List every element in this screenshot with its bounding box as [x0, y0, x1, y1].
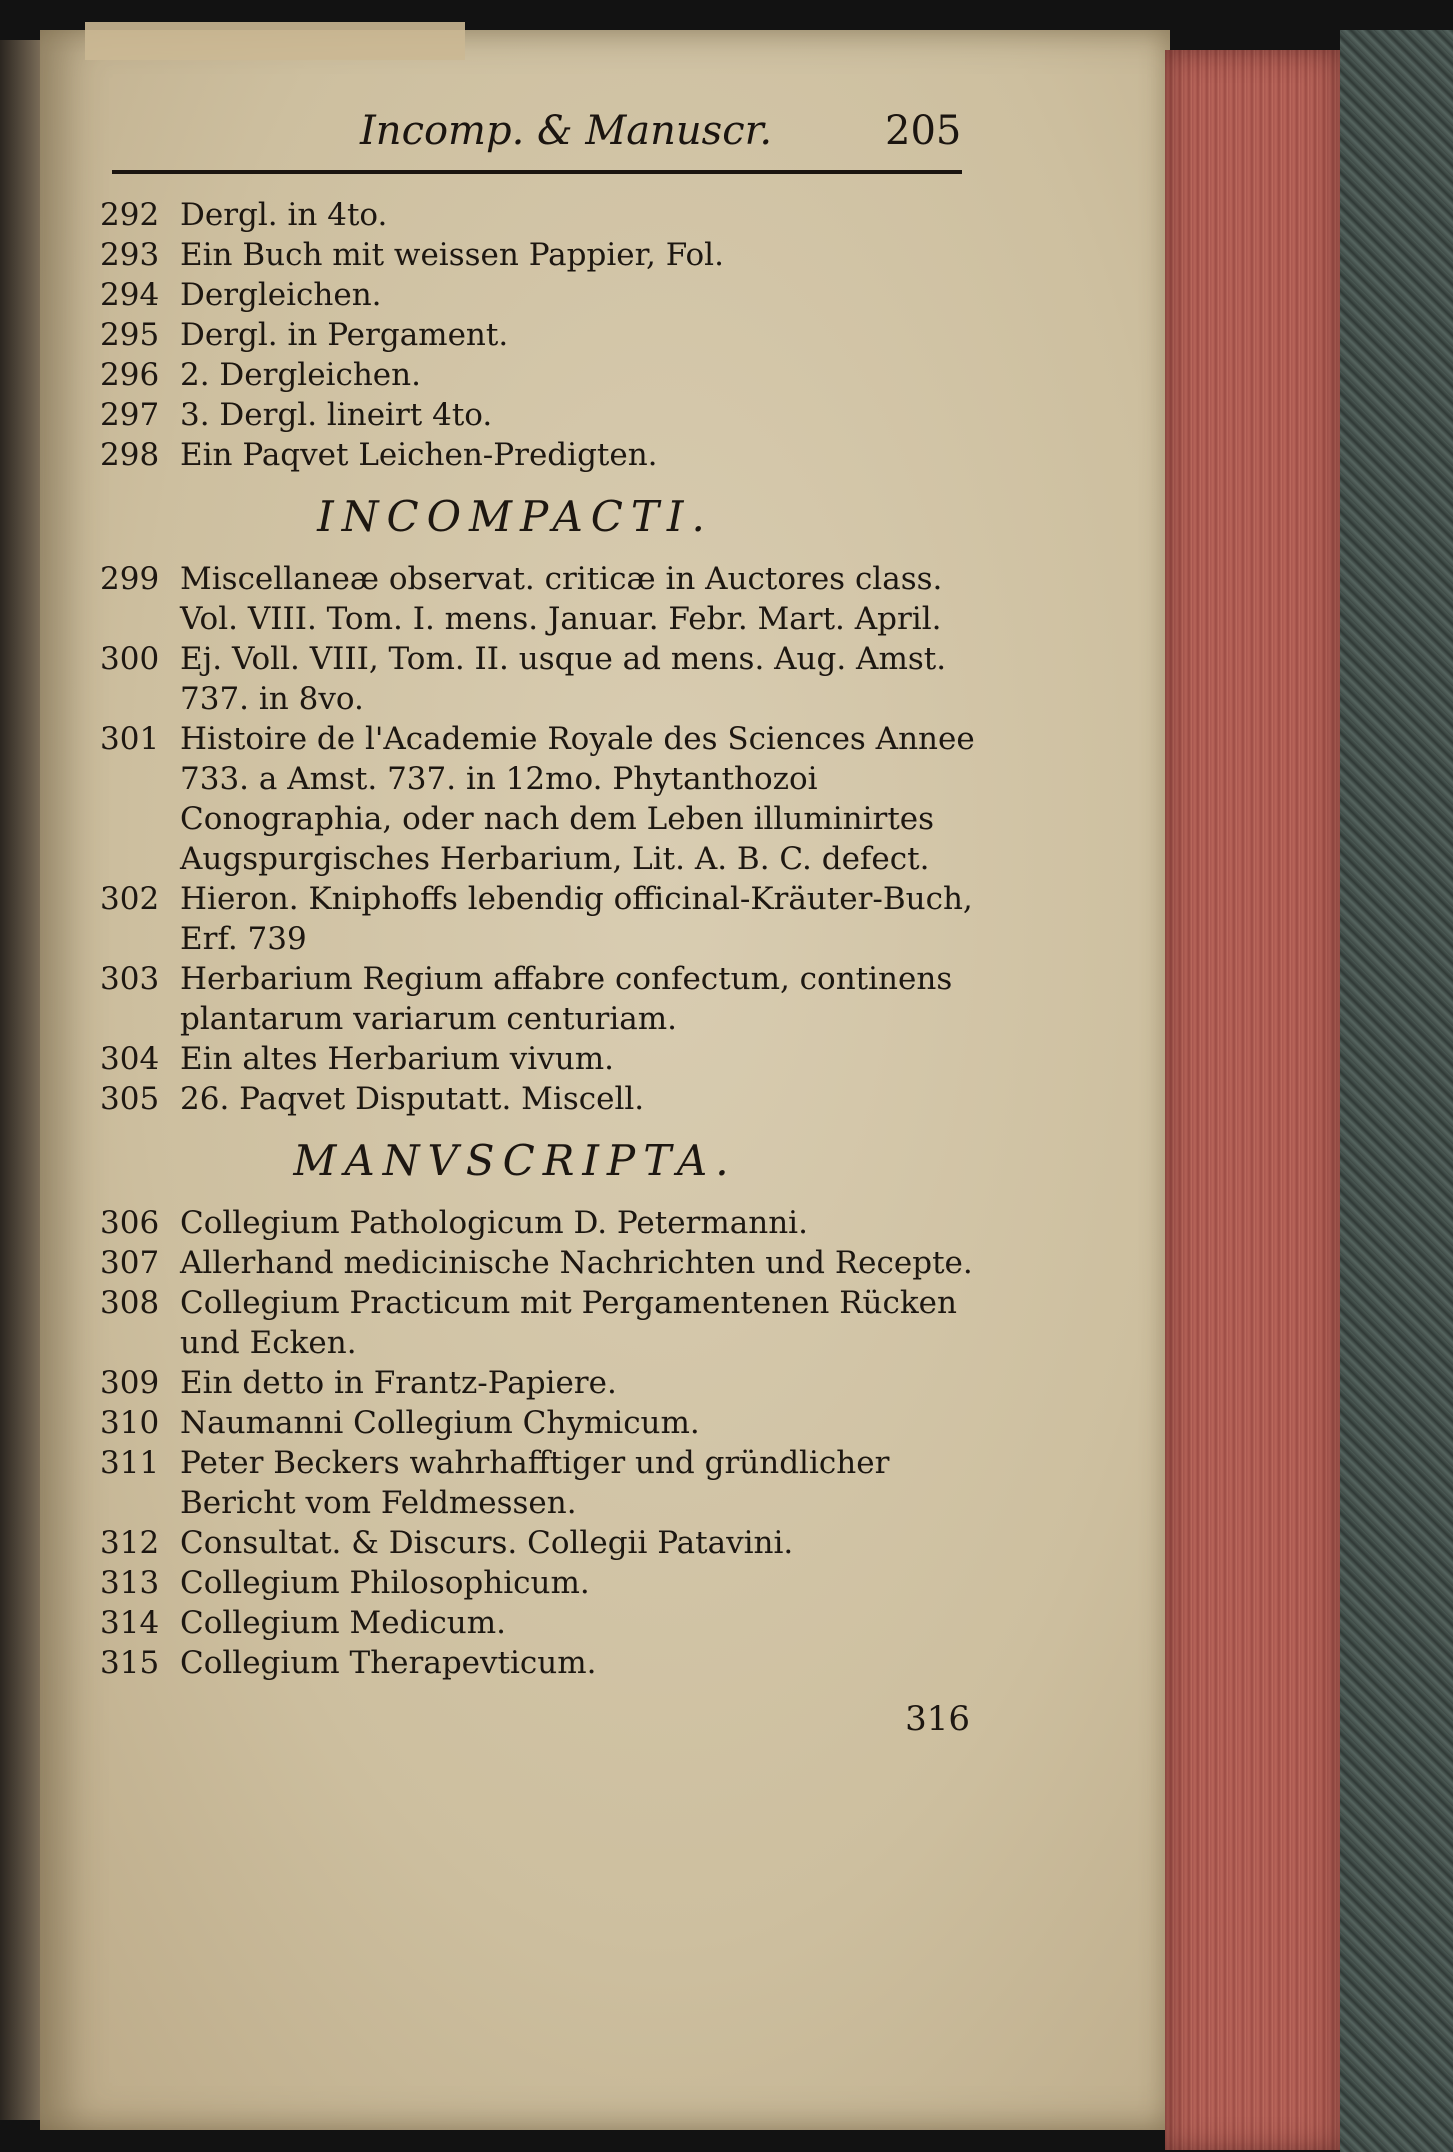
running-title: Incomp. & Manuscr. — [360, 108, 773, 154]
entry-text: 26. Paqvet Disputatt. Miscell. — [180, 1081, 645, 1117]
entry-number: 310 — [100, 1405, 160, 1441]
catalog-entry — [100, 559, 990, 639]
entry-number: 294 — [100, 277, 160, 313]
entry-text: Collegium Pathologicum D. Petermanni. — [180, 1205, 808, 1241]
entry-text: Ein altes Herbarium vivum. — [180, 1041, 614, 1077]
entry-text: Dergl. in 4to. — [180, 197, 388, 233]
entry-text: 3. Dergl. lineirt 4to. — [180, 397, 493, 433]
entry-number: 315 — [100, 1645, 160, 1681]
catalog-entry — [100, 1443, 990, 1523]
catalog-text — [100, 195, 990, 1739]
catalog-entry — [100, 1243, 990, 1283]
entry-text: Ein detto in Frantz-Papiere. — [180, 1365, 617, 1401]
catalog-entry — [100, 1039, 990, 1079]
catalog-entry — [100, 435, 990, 475]
catalog-entry — [100, 1363, 990, 1403]
section-heading-incompacti: INCOMPACTI. — [317, 492, 713, 541]
entry-text: Naumanni Collegium Chymicum. — [180, 1405, 700, 1441]
header-rule — [112, 170, 962, 174]
marbled-cover — [1340, 30, 1453, 2152]
entry-number: 297 — [100, 397, 160, 433]
entry-number: 313 — [100, 1565, 160, 1601]
entry-text: Collegium Medicum. — [180, 1605, 506, 1641]
catalog-entry — [100, 395, 990, 435]
entry-text: Miscellaneæ observat. criticæ in Auctores class. Vol. VIII. Tom. I. mens. Januar. Febr. Mart. April. — [180, 561, 943, 637]
entry-text: Ein Buch mit weissen Pappier, Fol. — [180, 237, 724, 273]
page-edges — [1165, 50, 1340, 2150]
entry-text: Collegium Therapevticum. — [180, 1645, 597, 1681]
paper-tab — [85, 22, 465, 60]
catalog-entry — [100, 275, 990, 315]
catalog-entry — [100, 1563, 990, 1603]
entry-number: 300 — [100, 641, 160, 677]
entry-number: 308 — [100, 1285, 160, 1321]
entry-number: 293 — [100, 237, 160, 273]
entry-text: Herbarium Regium affabre confectum, continens plantarum variarum centuriam. — [180, 961, 953, 1037]
catalog-entry — [100, 639, 990, 719]
entry-number: 305 — [100, 1081, 160, 1117]
entry-text: Collegium Practicum mit Pergamentenen Rücken und Ecken. — [180, 1285, 957, 1361]
entry-number: 314 — [100, 1605, 160, 1641]
entry-text: Collegium Philosophicum. — [180, 1565, 590, 1601]
entry-text: Ein Paqvet Leichen-Predigten. — [180, 437, 658, 473]
entry-text: Peter Beckers wahrhafftiger und gründlicher Bericht vom Feldmessen. — [180, 1445, 890, 1521]
entry-number: 311 — [100, 1445, 160, 1481]
entry-number: 307 — [100, 1245, 160, 1281]
catalog-entry — [100, 235, 990, 275]
catchword: 316 — [905, 1699, 970, 1739]
entry-number: 309 — [100, 1365, 160, 1401]
catalog-entry — [100, 719, 990, 879]
entry-text: Hieron. Kniphoffs lebendig officinal-Kräuter-Buch, Erf. 739 — [180, 881, 973, 957]
entry-number: 302 — [100, 881, 160, 917]
catalog-entry — [100, 1523, 990, 1563]
page-number: 205 — [885, 108, 962, 154]
catalog-entry — [100, 959, 990, 1039]
entry-number: 296 — [100, 357, 160, 393]
entry-text: Histoire de l'Academie Royale des Sciences Annee 733. a Amst. 737. in 12mo. Phytanthozoi Conographia, oder nach dem Leben illuminirtes Augspurgisches Herbarium, Lit. A. B. C. defect. — [180, 721, 975, 877]
page-header — [360, 108, 980, 158]
entry-number: 295 — [100, 317, 160, 353]
entry-text: Consultat. & Discurs. Collegii Patavini. — [180, 1525, 794, 1561]
entry-text: Dergl. in Pergament. — [180, 317, 509, 353]
catalog-entry — [100, 879, 990, 959]
catalog-entry — [100, 355, 990, 395]
catalog-entry — [100, 195, 990, 235]
entry-text: Dergleichen. — [180, 277, 382, 313]
catalog-entry — [100, 1283, 990, 1363]
entry-number: 303 — [100, 961, 160, 997]
catalog-entry — [100, 1643, 990, 1683]
entry-number: 292 — [100, 197, 160, 233]
catalog-entry — [100, 1079, 990, 1119]
catalog-entry — [100, 1403, 990, 1443]
entry-text: Ej. Voll. VIII, Tom. II. usque ad mens. Aug. Amst. 737. in 8vo. — [180, 641, 947, 717]
catalog-entry — [100, 1603, 990, 1643]
entry-number: 306 — [100, 1205, 160, 1241]
entry-number: 299 — [100, 561, 160, 597]
entry-text: Allerhand medicinische Nachrichten und Recepte. — [180, 1245, 973, 1281]
entry-number: 301 — [100, 721, 160, 757]
entry-text: 2. Dergleichen. — [180, 357, 421, 393]
catalog-entry — [100, 315, 990, 355]
entry-number: 312 — [100, 1525, 160, 1561]
catalog-entry — [100, 1203, 990, 1243]
section-heading-manuscripta: MANVSCRIPTA. — [293, 1136, 737, 1185]
entry-number: 298 — [100, 437, 160, 473]
entry-number: 304 — [100, 1041, 160, 1077]
